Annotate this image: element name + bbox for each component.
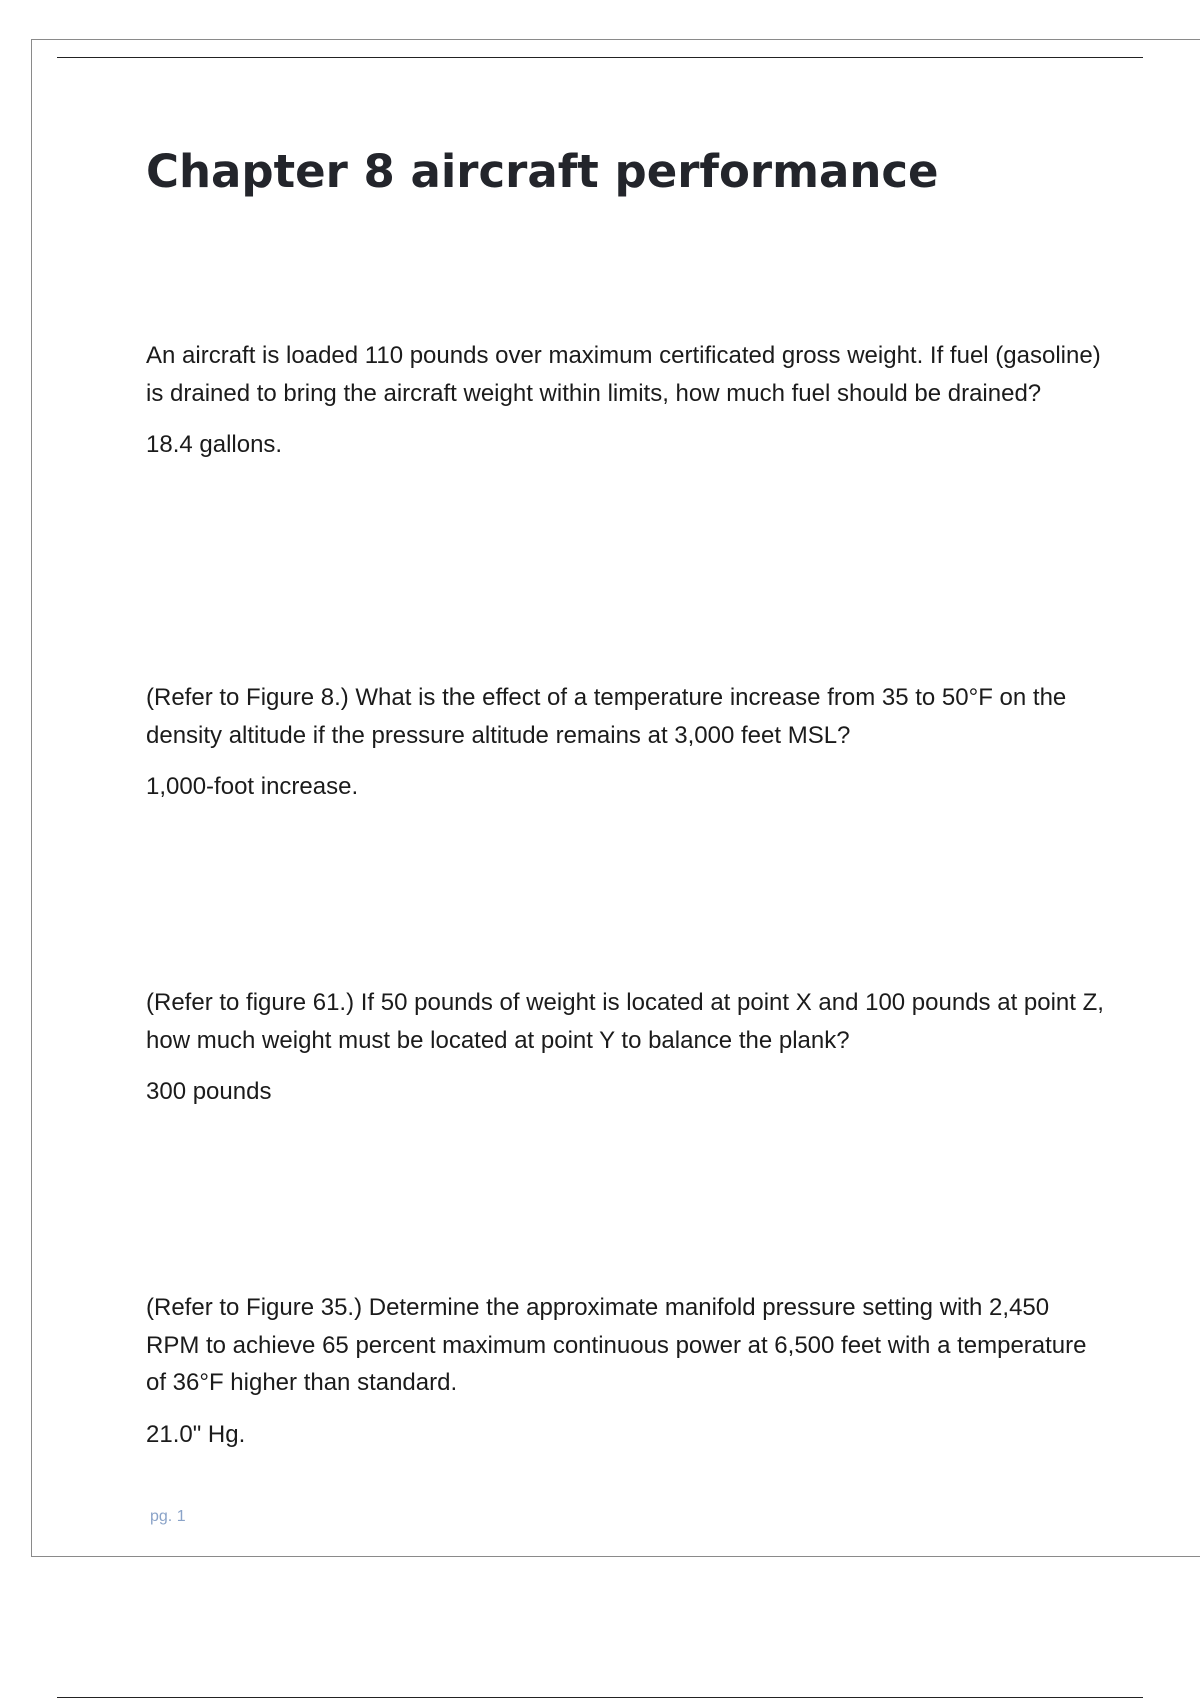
next-page-header-rule [57,1697,1143,1698]
chapter-title: Chapter 8 aircraft performance [146,145,939,198]
answer-text: 300 pounds [146,1078,272,1105]
qa-item [146,337,1106,464]
question-text: (Refer to figure 61.) If 50 pounds of weight is located at point X and 100 pounds at point Z, how much weight must be located at point Y to balance the plank? [146,989,1104,1054]
answer-text: 1,000-foot increase. [146,773,359,800]
answer-text: 21.0" Hg. [146,1420,246,1448]
qa-item [146,1289,1106,1453]
page-number: pg. 1 [150,1508,186,1525]
qa-item [146,984,1106,1111]
question-text: An aircraft is loaded 110 pounds over maximum certificated gross weight. If fuel (gasoline) is drained to bring the aircraft weight within limits, how much fuel should be drained? [146,342,1101,407]
question-text: (Refer to Figure 8.) What is the effect of a temperature increase from 35 to 50°F on the density altitude if the pressure altitude remains at 3,000 feet MSL? [146,684,1067,749]
answer-text: 18.4 gallons. [146,431,283,458]
question-text: (Refer to Figure 35.) Determine the approximate manifold pressure setting with 2,450 RPM to achieve 65 percent maximum continuous power at 6,500 feet with a temperature of 36°F higher than standard. [146,1294,1087,1396]
qa-item [146,679,1106,806]
header-rule [57,57,1143,58]
